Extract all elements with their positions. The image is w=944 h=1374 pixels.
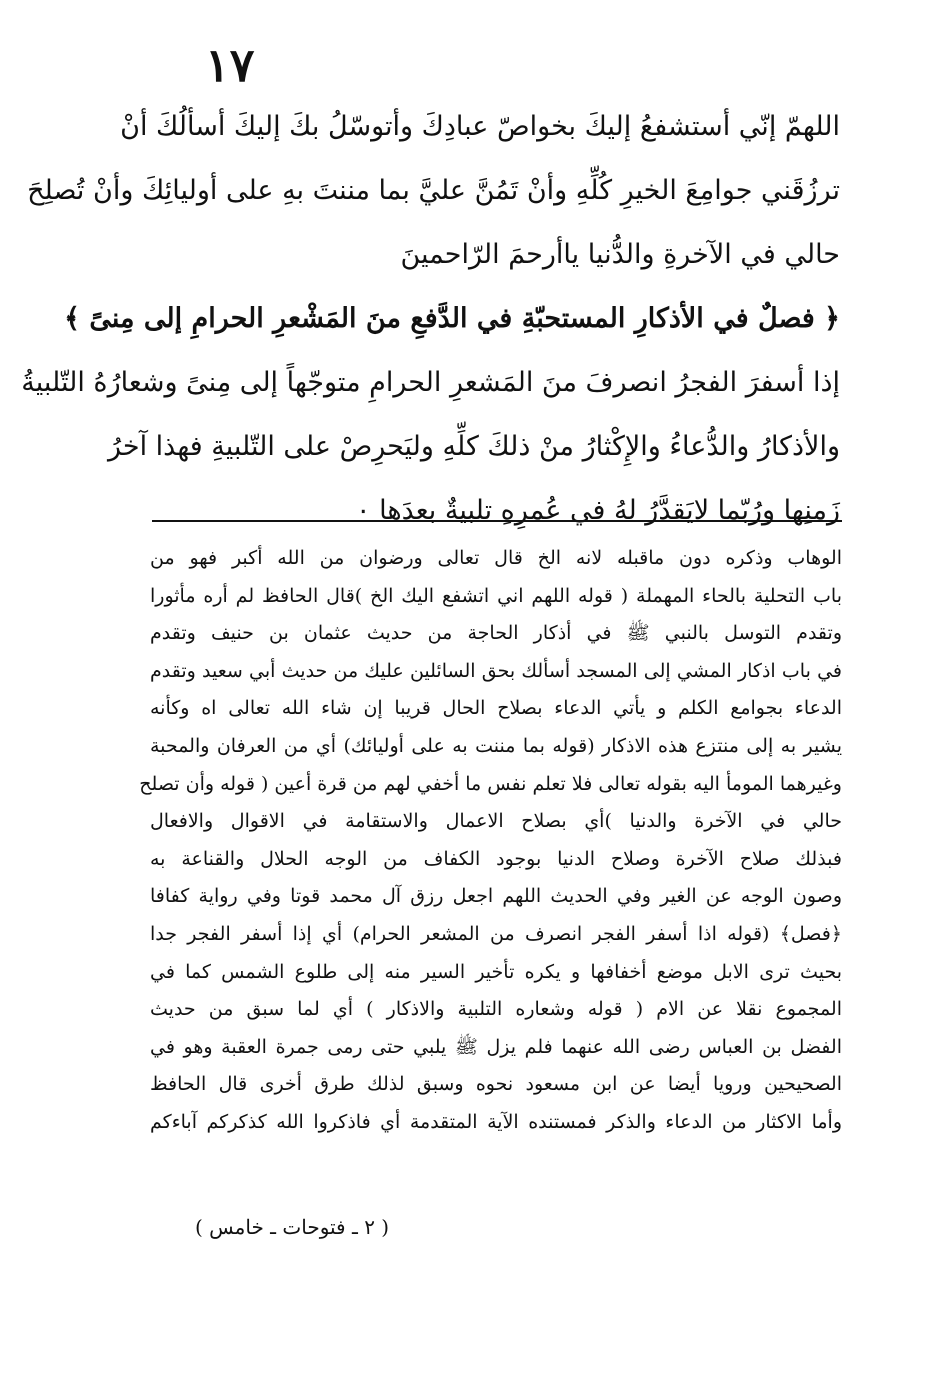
commentary-block <box>139 540 843 1142</box>
main-text-line: ترزُقَني جوامِعَ الخيرِ كُلِّهِ وأنْ تَمُنَّ عليَّ بما مننتَ بهِ على أوليائِكَ وأنْ تُصلِحَ <box>27 175 840 206</box>
section-heading: ﴿ فصلٌ في الأذكارِ المستحبّةِ في الدَّفعِ منَ المَشْعرِ الحرامِ إلى مِنىً ﴾ <box>64 303 840 334</box>
main-text-line: اللهمّ إنّي أستشفعُ إليكَ بخواصّ عبادِكَ وأتوسّلُ بكَ إليكَ أسألُكَ أنْ <box>120 111 840 142</box>
commentary-line: وتقدم التوسل بالنبي ﷺ في أذكار الحاجة من حديث عثمان بن حنيف وتقدم <box>150 622 842 645</box>
commentary-line: ﴿فصل﴾ (قوله اذا أسفر الفجر انصرف من المشعر الحرام) أي إذا أسفر الفجر جدا <box>150 922 842 945</box>
commentary-line: الدعاء بجوامع الكلم و يأتي الدعاء بصلاح الحال قريبا إن شاء الله تعالى اه وكأنه <box>150 697 842 720</box>
commentary-line: في باب اذكار المشي إلى المسجد أسألك بحق السائلين عليك من حديث أبي سعيد وتقدم <box>150 659 842 682</box>
main-text-line: حالي في الآخرةِ والدُّنيا ياأرحمَ الرّاحمينَ <box>400 239 840 270</box>
commentary-line: الفضل بن العباس رضى الله عنهما فلم يزل ﷺ يلبي حتى رمى جمرة العقبة وهو في <box>150 1035 842 1058</box>
commentary-line: يشير به إلى منتزع هذه الاذكار (قوله بما مننت به على أوليائك) أي من العرفان والمحبة <box>150 734 843 757</box>
commentary-line: فبذلك صلاح الآخرة وصلاح الدنيا بوجود الكفاف من الوجه الحلال والقناعة به <box>150 847 842 870</box>
commentary-line: بحيث ترى الابل موضع أخفافها و يكره تأخير السير منه إلى طلوع الشمس كما في <box>150 960 842 983</box>
signature-mark: ( ٢ ـ فتوحات ـ خامس ) <box>195 1215 390 1239</box>
commentary-line: وصون الوجه عن الغير وفي الحديث اللهم اجعل رزق آل محمد قوتا وفي رواية كفافا <box>150 885 842 908</box>
commentary-line: حالي في الآخرة والدنيا )أي بصلاح الاعمال والاستقامة في الاقوال والافعال <box>150 810 842 833</box>
commentary-line: وغيرهما المومأ اليه بقوله تعالى فلا تعلم نفس ما أخفي لهم من قرة أعين ( قوله وأن تصلح <box>139 772 842 795</box>
main-text-line: والأذكارُ والدُّعاءُ والإِكْثارُ منْ ذلكَ كلِّهِ وليَحرِصْ على التّلبيةِ فهذا آخرُ <box>107 431 840 462</box>
page-number: ١٧ <box>205 38 255 92</box>
commentary-line: وأما الاكثار من الدعاء والذكر فمستنده الآية المتقدمة أي فاذكروا الله كذكركم آباءكم <box>150 1110 842 1133</box>
commentary-line: المجموع نقلا عن الام ( قوله وشعاره التلبية والاذكار ) أي لما سبق من حديث <box>150 998 842 1021</box>
commentary-line: الصحيحين ورويا أيضا عن ابن مسعود نحوه وسبق لذلك طرق أخرى قال الحافظ <box>150 1073 842 1096</box>
main-text-line: زَمنِها ورُبّما لايَقدَّرُ لهُ في عُمرِهِ تلبيةٌ بعدَها ٠ <box>356 495 840 526</box>
main-text-block <box>21 95 840 543</box>
commentary-line: باب التحلية بالحاء المهملة ( قوله اللهم اني اتشفع اليك الخ )قال الحافظ لم أره مأثورا <box>150 584 842 607</box>
separator-rule <box>152 520 842 522</box>
commentary-line: الوهاب وذكره دون ماقبله لانه الخ قال تعالى ورضوان من الله أكبر فهو من <box>150 547 842 569</box>
main-text-line: إذا أسفرَ الفجرُ انصرفَ منَ المَشعرِ الحرامِ متوجّهاً إلى مِنىً وشعارُهُ التّلبيةُ <box>21 367 840 398</box>
